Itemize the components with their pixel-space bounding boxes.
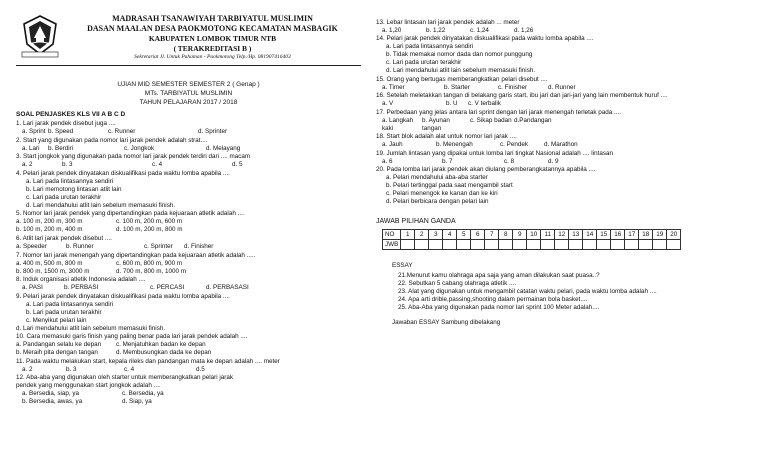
question-text: 14. Pelari jarak pendek dinyatakan diskualifikasi pada waktu lomba apabila .... — [376, 35, 594, 43]
question-text: 17. Perbedaan yang jelas antara lari sprint dengan lari jarak menengah terletak pada .... — [376, 108, 622, 116]
question-text: 2. Start yang digunakan pada nomor lari jarak pendek adalah strat.... — [16, 136, 208, 144]
answer-option: d. Membusungkan dada ke depan — [116, 349, 212, 357]
right-question-list — [376, 19, 756, 207]
answer-option: d. 5 — [232, 161, 243, 169]
answer-number-cell: 19 — [653, 230, 667, 240]
question-item — [16, 235, 361, 251]
option-row — [376, 100, 756, 108]
answer-option: d. PERBASASI — [206, 284, 249, 292]
answer-table — [382, 229, 681, 250]
answer-option: c. 8 — [504, 157, 515, 165]
answer-option: d. Lari mendahului atlit lain sebelum memasuki finish. — [16, 324, 166, 332]
answer-option: d. Marathon — [544, 141, 578, 149]
answer-option: a. Lari pada lintasannya sendiri — [386, 43, 474, 51]
essay-title: ESSAY — [392, 262, 413, 270]
answer-blank-cell[interactable] — [541, 240, 555, 250]
essay-question: 23. Alat yang digunakan untuk mengambil catatan waktu pelari, pada waktu lomba adalah .... — [398, 288, 657, 296]
answer-option: a. 100 m, 200 m, 300 m — [16, 218, 83, 226]
answer-option: c. PERCASI — [150, 284, 185, 292]
header-lines — [64, 14, 361, 62]
question-text: 20. Pada lomba lari jarak pendek akan diulang pemberangkatannya apabila .... — [376, 166, 596, 174]
answer-number-cell: 2 — [415, 230, 429, 240]
question-text: 7. Nomor lari jarak menengah yang dipertandingkan pada kejuaraan atletik adalah ..... — [16, 251, 256, 259]
answer-option: d. Siap, ya — [122, 398, 152, 406]
answer-option: d. Lari mendahului atlit lain sebelum memasuki finish. — [26, 201, 176, 209]
footer-note: Jawaban ESSAY Sambung dibelakang — [392, 319, 501, 327]
question-text: 6. Atlit lari jarak pendek disebut .... — [16, 235, 112, 242]
header-line4: ( TERAKREDITASI B ) — [173, 43, 252, 53]
option-row — [16, 349, 361, 357]
answer-option: d. 1,26 — [514, 26, 534, 34]
answer-option: a. 1,20 — [382, 26, 402, 34]
question-item — [376, 92, 756, 108]
answer-option: b. Runner — [66, 242, 94, 250]
answer-option: c. 600 m, 800 m, 900 m — [116, 259, 183, 267]
answer-option: b. Berdiri — [48, 144, 74, 152]
answer-number-cell: 15 — [597, 230, 611, 240]
header-address: Sekretariat Jl. Untuk Pahaman - Paokmotong Telp./Hp. 081907416403 — [134, 54, 291, 60]
option-row — [16, 284, 361, 292]
answer-option: c. 4 — [152, 161, 163, 169]
answer-option: c. Menyikut pelari lain — [26, 316, 87, 324]
answer-option: c. Pelari menengok ke kanan dan ke kiri — [386, 190, 498, 198]
answer-option: a. Lari — [22, 144, 40, 152]
question-item — [16, 137, 361, 153]
answer-option: a. V — [382, 100, 394, 108]
question-text: 8. Induk organisasi atletik Indonesia adalah .... — [16, 276, 146, 284]
answer-option: a. Lari pada lintasannya sendiri — [26, 177, 114, 185]
school-header — [16, 12, 361, 66]
answer-blank-cell[interactable] — [401, 240, 415, 250]
answer-option: b. PERBASI — [64, 284, 99, 292]
question-text: 9. Pelari jarak pendek dinyatakan diskualifikasi pada waktu lomba apabila .... — [16, 292, 230, 300]
exam-title-line3: TAHUN PELAJARAN 2017 / 2018 — [139, 99, 238, 106]
exam-title-line1: UJIAN MID SEMESTER SEMESTER 2 ( Genap ) — [117, 81, 260, 88]
answer-option: b. 1,22 — [426, 26, 446, 34]
answer-option: d. Melayang — [206, 144, 241, 152]
option-row — [16, 398, 361, 406]
answer-number-cell: 10 — [527, 230, 541, 240]
answer-option: d.Pandangan — [514, 116, 552, 124]
answer-no-label: NO — [383, 230, 401, 240]
answer-option: c. Finisher — [498, 83, 528, 91]
answer-number-cell: 8 — [499, 230, 513, 240]
option-row — [16, 226, 361, 234]
answer-blank-cell[interactable] — [457, 240, 471, 250]
answer-number-cell: 4 — [443, 230, 457, 240]
option-row — [16, 390, 361, 398]
answer-blank-cell[interactable] — [625, 240, 639, 250]
answer-option: c. 100 m, 200 m, 600 m — [116, 218, 183, 226]
answer-number-cell: 16 — [611, 230, 625, 240]
option-row — [376, 141, 756, 149]
essay-question: 24. Apa arti drible,passing,shooting dalam permainan bola basket.... — [398, 296, 588, 304]
essay-question: 25. Aba-Aba yang digunakan pada nomor lari sprint 100 Meter adalah.... — [398, 304, 600, 312]
question-item — [376, 76, 756, 92]
question-item — [16, 210, 361, 234]
question-item — [376, 19, 756, 35]
question-item — [16, 276, 361, 292]
answer-option: a. Langkah kaki — [382, 116, 414, 132]
question-item — [376, 166, 756, 206]
answer-blank-cell[interactable] — [471, 240, 485, 250]
answer-number-cell: 14 — [583, 230, 597, 240]
answer-option: a. Speeder — [16, 242, 47, 250]
answer-blank-cell[interactable] — [653, 240, 667, 250]
option-row — [376, 84, 756, 92]
answer-blank-cell[interactable] — [667, 240, 681, 250]
option-row — [376, 158, 756, 166]
answer-option: c. Jongkok — [124, 144, 155, 152]
answer-option: b. Tidak memakai nomor dada dan nomor punggung — [386, 51, 533, 59]
answer-option: d. 100 m, 200 m, 800 m — [116, 226, 183, 234]
right-column — [376, 18, 756, 327]
answer-blank-cell[interactable] — [611, 240, 625, 250]
answer-option: d.5 — [196, 365, 205, 373]
option-row — [16, 243, 361, 251]
answer-option: b. Speed — [48, 128, 74, 136]
answer-option: a. 2 — [22, 365, 33, 373]
question-item — [16, 293, 361, 333]
question-text: 19. Jumlah lintasan yang dipakai untuk lomba lari tingkat Nasional adalah .... lintasan — [376, 149, 613, 157]
answer-number-cell: 20 — [667, 230, 681, 240]
question-item — [376, 150, 756, 166]
answer-option: a. Pandangan selalu ke depan — [16, 341, 102, 349]
question-item — [16, 333, 361, 357]
question-item — [16, 358, 361, 374]
answer-number-cell: 9 — [513, 230, 527, 240]
option-row — [376, 117, 756, 133]
header-line3: KABUPATEN LOMBOK TIMUR NTB — [148, 34, 277, 43]
answer-option: d. Lari mendahului atlit lain sebelum memasuki finish. — [386, 67, 536, 75]
option-row — [16, 268, 361, 276]
answer-option: b. Ayunan tangan — [422, 116, 450, 132]
answer-option: b. Starter — [444, 83, 470, 91]
question-item — [376, 133, 756, 149]
header-line2: DASAN MAALAN DESA PAOKMOTONG KECAMATAN MASBAGIK — [87, 24, 338, 33]
answer-option: b. Meraih pita dengan tangan — [16, 349, 98, 357]
answer-option: b. 100 m, 200 m, 400 m — [16, 226, 83, 234]
question-text: 18. Start blok adalah alat untuk nomor lari jarak .... — [376, 133, 517, 141]
answer-option: c. Lari pada urutan terakhir — [26, 193, 102, 201]
answer-option: c. Sikap badan — [470, 116, 512, 124]
question-text: 11. Pada waktu melakukan start, kepala rileks dan pandangan mata ke depan adalah .... meter — [16, 357, 280, 365]
answer-option: c. Menjatuhkan badan ke depan — [116, 341, 206, 349]
answer-option: a. 6 — [382, 157, 393, 165]
answer-blank-cell[interactable] — [527, 240, 541, 250]
question-item — [16, 170, 361, 210]
option-row — [16, 218, 361, 226]
answer-blank-cell[interactable] — [415, 240, 429, 250]
option-row — [16, 145, 361, 153]
question-item — [16, 120, 361, 136]
answer-option: c. 1,24 — [470, 26, 489, 34]
essay-list — [376, 272, 756, 312]
answer-blank-cell[interactable] — [443, 240, 457, 250]
answer-option: c. V terbalik — [468, 100, 501, 108]
answer-option: b. 3 — [66, 365, 77, 373]
answer-number-cell: 13 — [569, 230, 583, 240]
question-text: 13. Lebar lintasan lari jarak pendek adalah ... meter — [376, 18, 520, 26]
answer-blank-cell[interactable] — [555, 240, 569, 250]
question-text: 4. Pelari jarak pendek dinyatakan diskualifikasi pada waktu lomba apabila .... — [16, 169, 230, 177]
answer-blank-cell[interactable] — [569, 240, 583, 250]
section-title: SOAL PENJASKES KLS VII A B C D — [16, 111, 126, 118]
answer-blank-cell[interactable] — [597, 240, 611, 250]
answer-blank-cell[interactable] — [429, 240, 443, 250]
essay-question: 21.Menurut kamu olahraga apa saja yang aman dilakukan saat puasa..? — [398, 272, 600, 280]
answer-blank-cell[interactable] — [499, 240, 513, 250]
option-row — [16, 341, 361, 349]
answer-number-cell: 1 — [401, 230, 415, 240]
question-item — [376, 109, 756, 133]
answer-number-cell: 6 — [471, 230, 485, 240]
header-line1: MADRASAH TSANAWIYAH TARBIYATUL MUSLIMIN — [112, 14, 313, 23]
answer-option: a. Jauh — [382, 141, 403, 149]
answer-option: c. Sprinter — [144, 242, 173, 250]
question-item — [16, 153, 361, 169]
answer-option: a. 400 m, 500 m, 800 m — [16, 259, 83, 267]
answer-option: d. 9 — [548, 157, 559, 165]
answer-number-cell: 7 — [485, 230, 499, 240]
question-text-cont: pendek yang menggunakan start jongkok adalah .... — [16, 382, 161, 390]
answer-option: d. Sprinter — [198, 128, 228, 136]
question-text: 16. Setelah meletakkan tangan di belakang garis start, ibu jari dan jari-jari yang lain membentuk huruf .... — [376, 92, 668, 100]
option-row — [16, 128, 361, 136]
answer-fill-row — [383, 240, 681, 250]
answer-blank-cell[interactable] — [513, 240, 527, 250]
question-item — [376, 35, 756, 75]
answer-option: c. Runner — [108, 128, 136, 136]
answer-option: c. 4 — [124, 365, 135, 373]
option-row — [16, 366, 361, 374]
question-text: 5. Nomor lari jarak pendek yang dipertandingkan pada kejuaraan atletik adalah .... — [16, 210, 245, 218]
option-row — [376, 27, 756, 35]
answer-number-cell: 17 — [625, 230, 639, 240]
answer-option: c. Pendek — [500, 141, 529, 149]
answer-number-cell: 12 — [555, 230, 569, 240]
answer-option: d. 700 m, 800 m, 1000 m — [116, 267, 187, 275]
left-column — [16, 12, 361, 406]
answer-blank-cell[interactable] — [639, 240, 653, 250]
school-logo-icon — [20, 14, 60, 58]
answer-option: d. Pelari berbicara dengan pelari lain — [386, 198, 489, 206]
answer-option: b. Menengah — [436, 141, 473, 149]
answer-number-cell: 5 — [457, 230, 471, 240]
answer-option: a. Timer — [382, 83, 405, 91]
left-question-list — [16, 120, 361, 406]
answer-option: c. Lari pada urutan terakhir — [386, 59, 462, 67]
answer-number-cell: 3 — [429, 230, 443, 240]
answer-option: d. Finisher — [184, 242, 214, 250]
answer-number-row — [383, 230, 681, 240]
question-item — [16, 374, 361, 406]
question-text: 15. Orang yang bertugas memberangkatkan pelari disebut .... — [376, 75, 548, 83]
answer-option: b. U — [446, 100, 458, 108]
exam-title — [16, 80, 361, 107]
answer-option: a. Pelari mendahului aba-aba starter — [386, 174, 488, 182]
answer-option: b. Lari pada urutan terakhir — [26, 308, 102, 316]
essay-question: 22. Sebutkan 5 cabang olahraga atletik .... — [398, 280, 516, 288]
answer-option: a. PASI — [22, 284, 43, 292]
answer-blank-cell[interactable] — [583, 240, 597, 250]
answer-option: a. Sprint — [22, 128, 46, 136]
answer-option: b. Lari memotong lintasan atlit lain — [26, 185, 122, 193]
answer-option: b. 800 m, 1500 m, 3000 m — [16, 267, 90, 275]
option-row — [16, 161, 361, 169]
answer-option: d. Runner — [548, 83, 576, 91]
question-text: 12. Aba-aba yang digunakan oleh starter untuk memberangkatkan pelari jarak — [16, 374, 234, 382]
answer-option: a. Bersedia, siap, ya — [22, 390, 80, 398]
answer-jwb-label: JWB — [383, 240, 401, 250]
answer-title: JAWAB PILIHAN GANDA — [376, 218, 456, 226]
answer-option: a. Lari pada lintasannya sendiri — [26, 300, 114, 308]
answer-option: a. 2 — [22, 161, 33, 169]
question-text: 10. Cara memasuki garis finish yang paling benar pada lari jarak pendek adalah .... — [16, 333, 248, 341]
answer-option: c. Bersedia, ya — [122, 390, 164, 398]
exam-title-line2: MTs. TARBIYATUL MUSLIMIN — [144, 90, 233, 97]
question-text: 1. Lari jarak pendek disebut juga .... — [16, 120, 116, 128]
answer-blank-cell[interactable] — [485, 240, 499, 250]
answer-option: b. 7 — [442, 157, 453, 165]
question-item — [16, 252, 361, 276]
question-text: 3. Start jongkok yang digunakan pada nomor lari jarak pendek terdiri dari .... macam — [16, 153, 251, 161]
answer-number-cell: 11 — [541, 230, 555, 240]
answer-option: b. 3 — [62, 161, 73, 169]
option-row — [16, 260, 361, 268]
answer-option: b. Pelari tertinggal pada saat mengambil start — [386, 182, 513, 190]
answer-option: b. Bersedia, awas, ya — [22, 398, 83, 406]
answer-number-cell: 18 — [639, 230, 653, 240]
